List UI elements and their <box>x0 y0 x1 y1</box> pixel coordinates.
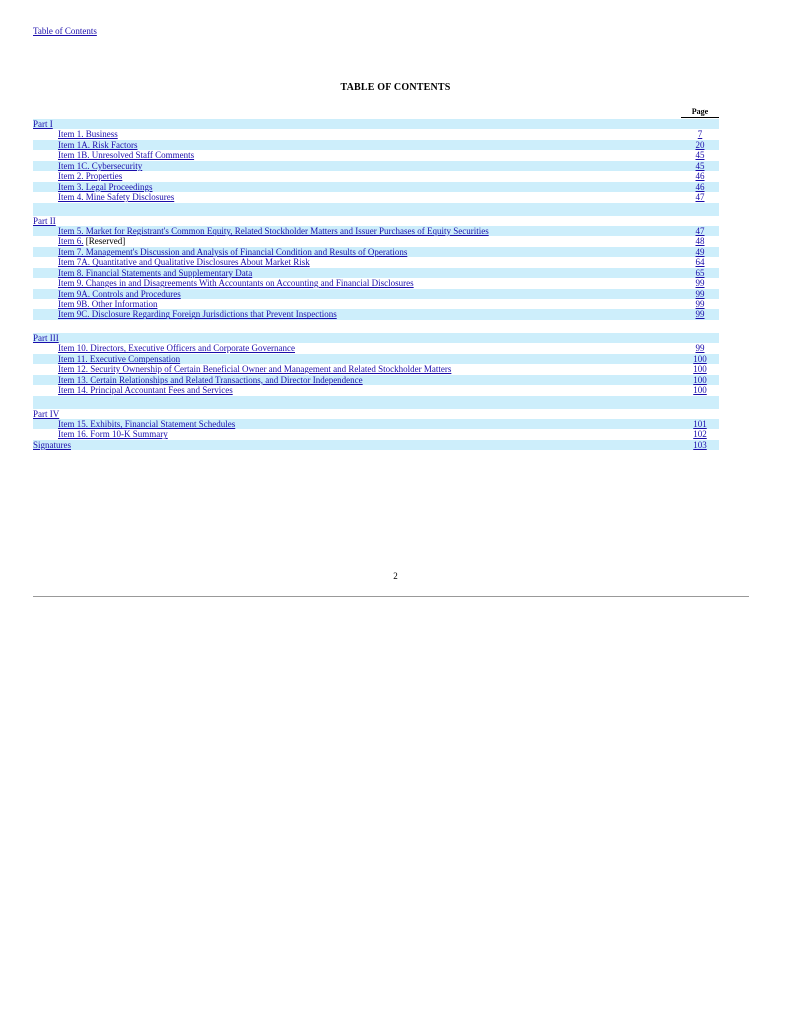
item-link[interactable]: Item 1A. Risk Factors <box>58 139 138 150</box>
toc-item-row <box>33 343 719 353</box>
toc-part-row <box>33 119 719 129</box>
item-link[interactable]: Item 1. Business <box>58 129 118 140</box>
toc-item-row <box>33 385 719 395</box>
item-link[interactable]: Item 13. Certain Relationships and Related Transactions, and Director Independence <box>58 374 363 385</box>
toc-spacer-row <box>33 320 719 333</box>
toc-item-row <box>33 429 719 439</box>
toc-entry-label <box>58 257 310 267</box>
item-link[interactable]: Item 8. Financial Statements and Supplementary Data <box>58 267 253 278</box>
page-number-link[interactable]: 103 <box>693 439 707 450</box>
item-link[interactable]: Item 1C. Cybersecurity <box>58 160 143 171</box>
page-number-link[interactable]: 20 <box>695 139 705 150</box>
item-link[interactable]: Item 7A. Quantitative and Qualitative Disclosures About Market Risk <box>58 257 310 268</box>
toc-item-row <box>33 236 719 246</box>
toc-entry-label <box>33 409 59 419</box>
toc-part-row <box>33 333 719 343</box>
page-column-header-row <box>33 107 719 119</box>
toc-entry-label <box>58 343 295 353</box>
toc-entry-label <box>33 440 71 450</box>
toc-part-row <box>33 216 719 226</box>
item-link[interactable]: Item 15. Exhibits, Financial Statement Schedules <box>58 418 236 429</box>
toc-item-row <box>33 150 719 160</box>
toc-entry-label <box>58 289 181 299</box>
item-link[interactable]: Item 16. Form 10-K Summary <box>58 429 168 440</box>
page-number-link[interactable]: 99 <box>695 278 705 289</box>
toc-entry-label <box>58 385 233 395</box>
page-number-link[interactable]: 46 <box>695 171 705 182</box>
item-link[interactable]: Item 9. Changes in and Disagreements With Accountants on Accounting and Financial Disclosures <box>58 278 414 289</box>
item-link[interactable]: Item 4. Mine Safety Disclosures <box>58 192 175 203</box>
part-link[interactable]: Part III <box>33 332 59 343</box>
toc-entry-label <box>58 182 152 192</box>
toc-item-row <box>33 129 719 139</box>
page-number-link[interactable]: 65 <box>695 267 705 278</box>
toc-part-row <box>33 440 719 450</box>
item-link[interactable]: Item 2. Properties <box>58 171 123 182</box>
page-number-link[interactable]: 45 <box>695 160 705 171</box>
toc-entry-label <box>33 216 56 226</box>
toc-entry-label <box>58 129 118 139</box>
page-number-link[interactable]: 64 <box>695 257 705 268</box>
item-link[interactable]: Item 7. Management's Discussion and Analysis of Financial Condition and Results of Operations <box>58 246 408 257</box>
toc-item-row <box>33 226 719 236</box>
page-column-header: Page <box>681 107 719 118</box>
page-number-link[interactable]: 47 <box>695 225 705 236</box>
toc-item-row <box>33 289 719 299</box>
toc-item-row <box>33 192 719 202</box>
toc-item-row <box>33 257 719 267</box>
page-number: 2 <box>393 571 398 581</box>
toc-item-row <box>33 171 719 181</box>
toc-table <box>33 107 719 450</box>
toc-entry-label <box>58 419 235 429</box>
item-link[interactable]: Item 9B. Other Information <box>58 299 158 309</box>
page-number-link[interactable]: 101 <box>693 418 707 429</box>
page-number-link[interactable]: 100 <box>693 353 707 364</box>
item-link[interactable]: Item 14. Principal Accountant Fees and Services <box>58 385 233 396</box>
page-number-link[interactable]: 48 <box>695 236 705 247</box>
toc-spacer-row <box>33 203 719 216</box>
toc-entry-label <box>58 268 252 278</box>
page-number-link[interactable]: 49 <box>695 246 705 257</box>
toc-item-row <box>33 268 719 278</box>
page-number-link[interactable]: 100 <box>693 364 707 375</box>
part-link[interactable]: Signatures <box>33 439 71 450</box>
toc-item-row <box>33 375 719 385</box>
item-link[interactable]: Item 12. Security Ownership of Certain Beneficial Owner and Management and Related Stockholder Matters <box>58 364 452 375</box>
toc-item-row <box>33 419 719 429</box>
toc-entry-label <box>58 299 157 309</box>
toc-entry-label <box>58 150 194 160</box>
toc-entry-label <box>58 226 489 236</box>
item-link[interactable]: Item 11. Executive Compensation <box>58 353 181 364</box>
toc-entry-label <box>58 192 174 202</box>
page-number-link[interactable]: 45 <box>695 150 705 161</box>
toc-entry-label <box>58 375 363 385</box>
toc-entry-label <box>58 309 337 319</box>
page-number-link[interactable]: 100 <box>693 374 707 385</box>
toc-entry-label <box>58 171 122 181</box>
toc-part-row <box>33 409 719 419</box>
toc-entry-label <box>58 236 125 246</box>
item-link[interactable]: Item 3. Legal Proceedings <box>58 181 153 192</box>
toc-item-row <box>33 354 719 364</box>
toc-item-row <box>33 161 719 171</box>
item-link[interactable]: Item 1B. Unresolved Staff Comments <box>58 150 195 161</box>
page-number-link[interactable]: 99 <box>695 299 705 309</box>
toc-entry-label <box>58 140 138 150</box>
toc-entry-label <box>33 119 53 129</box>
toc-title: TABLE OF CONTENTS <box>340 82 451 93</box>
item-link[interactable]: Item 6. <box>58 236 84 247</box>
toc-entry-label <box>58 364 451 374</box>
toc-item-row <box>33 364 719 374</box>
part-link[interactable]: Part II <box>33 215 56 226</box>
toc-item-row <box>33 278 719 288</box>
page-number-link[interactable]: 99 <box>695 343 705 354</box>
toc-entry-label <box>58 278 414 288</box>
toc-item-row <box>33 309 719 319</box>
page-number-link[interactable]: 7 <box>697 129 703 140</box>
toc-spacer-row <box>33 396 719 409</box>
toc-rows <box>33 119 719 450</box>
part-link[interactable]: Part I <box>33 119 53 129</box>
page-number-link[interactable]: 99 <box>695 288 705 299</box>
toc-item-row <box>33 182 719 192</box>
item-suffix-text: [Reserved] <box>83 236 126 247</box>
page-number-link[interactable]: 100 <box>693 385 707 396</box>
item-link[interactable]: Item 9A. Controls and Procedures <box>58 288 181 299</box>
page-number-link[interactable]: 46 <box>695 181 705 192</box>
toc-entry-label <box>58 354 180 364</box>
toc-entry-label <box>33 333 59 343</box>
page-number-link[interactable]: 102 <box>693 429 707 440</box>
toc-entry-label <box>58 429 168 439</box>
item-link[interactable]: Item 9C. Disclosure Regarding Foreign Jurisdictions that Prevent Inspections <box>58 309 337 320</box>
toc-item-row <box>33 247 719 257</box>
part-link[interactable]: Part IV <box>33 408 60 419</box>
item-link[interactable]: Item 10. Directors, Executive Officers and Corporate Governance <box>58 343 295 354</box>
page-number-link[interactable]: 99 <box>695 309 705 320</box>
toc-entry-label <box>58 247 407 257</box>
toc-item-row <box>33 299 719 309</box>
toc-item-row <box>33 140 719 150</box>
top-toc-link[interactable]: Table of Contents <box>33 26 97 36</box>
item-link[interactable]: Item 5. Market for Registrant's Common Equity, Related Stockholder Matters and Issuer Purchases of Equity Securities <box>58 225 489 236</box>
toc-entry-label <box>58 161 142 171</box>
page-number-link[interactable]: 47 <box>695 192 705 203</box>
page-divider <box>33 596 749 597</box>
